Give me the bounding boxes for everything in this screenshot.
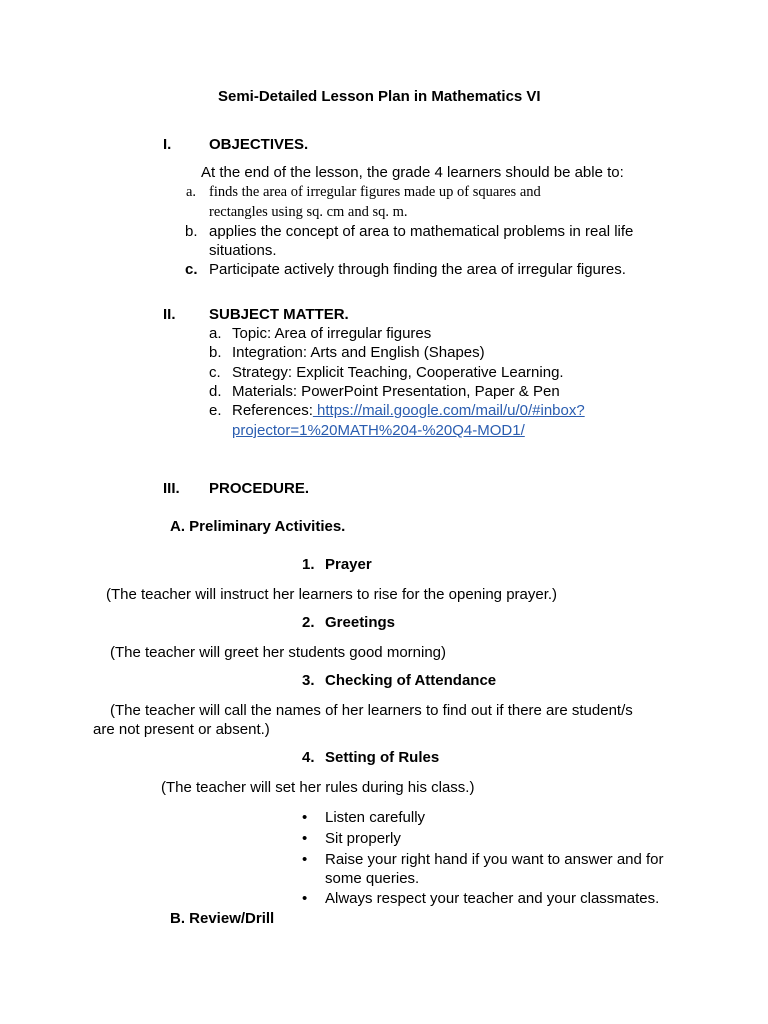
step-note: (The teacher will instruct her learners to rise for the opening prayer.) <box>106 586 558 603</box>
step-note: (The teacher will greet her students good morning) <box>110 644 447 661</box>
objective-text-cont: rectangles using sq. cm and sq. m. <box>209 204 408 220</box>
subject-marker: a. <box>209 325 222 342</box>
objective-marker: a. <box>186 184 197 200</box>
subject-marker: d. <box>209 383 222 400</box>
subject-item: Integration: Arts and English (Shapes) <box>232 344 485 361</box>
page-title: Semi-Detailed Lesson Plan in Mathematics VI <box>218 88 541 105</box>
references-link-cont <box>232 421 525 440</box>
subject-matter-heading: SUBJECT MATTER. <box>209 306 349 323</box>
step-number: 1. <box>302 556 315 573</box>
references-link[interactable]: projector=1%20MATH%204-%20Q4-MOD1/ <box>232 422 525 439</box>
objective-text: finds the area of irregular figures made up of squares and <box>209 184 541 200</box>
step-title: Prayer <box>325 556 372 573</box>
step-title: Setting of Rules <box>325 749 440 766</box>
preliminary-heading: A. Preliminary Activities. <box>170 518 346 535</box>
review-heading: B. Review/Drill <box>170 910 275 927</box>
subject-matter-numeral: II. <box>163 306 176 323</box>
rule-item: Sit properly <box>325 830 401 847</box>
step-number: 2. <box>302 614 315 631</box>
objective-text: applies the concept of area to mathematical problems in real life <box>209 223 634 240</box>
objective-text: Participate actively through finding the area of irregular figures. <box>209 261 626 278</box>
subject-item: Strategy: Explicit Teaching, Cooperative Learning. <box>232 364 564 381</box>
bullet-icon: • <box>302 890 308 907</box>
subject-marker: b. <box>209 344 222 361</box>
step-title: Greetings <box>325 614 396 631</box>
subject-item: Materials: PowerPoint Presentation, Paper & Pen <box>232 383 560 400</box>
step-note: (The teacher will call the names of her learners to find out if there are student/s <box>110 702 633 719</box>
objective-marker: c. <box>185 261 198 278</box>
step-number: 4. <box>302 749 315 766</box>
bullet-icon: • <box>302 830 308 847</box>
objectives-intro: At the end of the lesson, the grade 4 learners should be able to: <box>201 164 624 181</box>
step-number: 3. <box>302 672 315 689</box>
procedure-numeral: III. <box>163 480 180 497</box>
objective-text-cont: situations. <box>209 242 277 259</box>
bullet-icon: • <box>302 809 308 826</box>
objectives-heading: OBJECTIVES. <box>209 136 309 153</box>
step-title: Checking of Attendance <box>325 672 497 689</box>
subject-marker: e. <box>209 402 222 419</box>
subject-item: Topic: Area of irregular figures <box>232 325 432 342</box>
references-label-text: References: <box>232 402 313 419</box>
rule-item-cont: some queries. <box>325 870 420 887</box>
objective-marker: b. <box>185 223 198 240</box>
subject-marker: c. <box>209 364 221 381</box>
step-note: (The teacher will set her rules during his class.) <box>161 779 475 796</box>
rule-item: Always respect your teacher and your classmates. <box>325 890 660 907</box>
bullet-icon: • <box>302 851 308 868</box>
procedure-heading: PROCEDURE. <box>209 480 310 497</box>
step-note-cont: are not present or absent.) <box>93 721 270 738</box>
references-link[interactable]: https://mail.google.com/mail/u/0/#inbox? <box>312 402 585 419</box>
rule-item: Raise your right hand if you want to answer and for <box>325 851 664 868</box>
rule-item: Listen carefully <box>325 809 426 826</box>
references-label <box>232 401 585 420</box>
objectives-numeral: I. <box>163 136 172 153</box>
